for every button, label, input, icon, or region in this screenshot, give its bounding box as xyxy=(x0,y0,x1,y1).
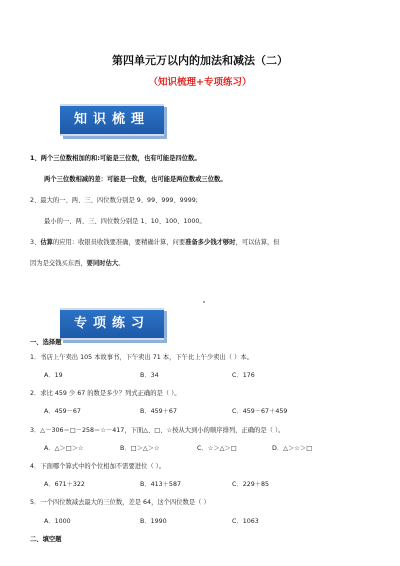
q2-option-c: C．459－67＋459 xyxy=(232,408,288,415)
knowledge-point-2a: 2、最大的一、两、三、四位数分别是 9、99、999、9999; xyxy=(30,197,198,204)
q2-option-b: B．459＋67 xyxy=(140,408,177,415)
divider-dot xyxy=(203,301,205,303)
section-multiple-choice: 一、选择题 xyxy=(30,339,62,346)
q4-option-b: B．413＋587 xyxy=(140,481,181,488)
q5-option-a: A．1000 xyxy=(44,518,71,525)
q1-option-b: B．34 xyxy=(140,372,159,379)
question-1: 1．书店上午卖出 105 本故事书，下午卖出 71 本，下午比上午少卖出（ ）本。 xyxy=(30,354,253,361)
k3a-middle: 的应用：收银员收钱要准确，要精确计算，问要 xyxy=(52,239,186,246)
k3b-suffix: 。 xyxy=(118,260,125,267)
q3-option-d: D．△＞☆＞□ xyxy=(272,445,313,452)
q3-option-c: C．☆＞△＞□ xyxy=(197,445,237,452)
section-fill-in: 二、填空题 xyxy=(30,536,62,543)
question-2: 2．求比 459 少 67 的数是多少？列式正确的是（ ）。 xyxy=(30,390,181,397)
k3a-bold-estimate: 估算 xyxy=(40,239,53,246)
q1-option-a: A．19 xyxy=(44,372,63,379)
q4-option-c: C．229＋85 xyxy=(232,481,270,488)
q1-option-c: C．176 xyxy=(232,372,255,379)
practice-banner: 专项练习 xyxy=(60,308,164,340)
question-3: 3．△－306＝□－258＝☆－417，下面△、□、☆按从大到小的顺序排列，正确的是（ ）。 xyxy=(30,427,285,434)
q3-option-b: B．□＞△＞☆ xyxy=(120,445,160,452)
knowledge-point-3a xyxy=(30,239,280,247)
knowledge-point-1a: 1、两个三位数相加的和:可能是三位数，也有可能是四位数。 xyxy=(30,155,201,162)
q5-option-b: B．1990 xyxy=(140,518,167,525)
q3-option-a: A．△＞□＞☆ xyxy=(44,445,84,452)
q4-option-a: A．671＋322 xyxy=(44,481,85,488)
q5-option-c: C．1063 xyxy=(232,518,259,525)
k3a-suffix: ，可以估算，但 xyxy=(235,239,280,246)
knowledge-point-2b: 最小的一、两、三、四位数分别是 1、10、100、1000。 xyxy=(44,218,206,225)
k3a-prefix: 3、 xyxy=(30,239,41,246)
knowledge-point-1b: 两个三位数相减的差：可能是一位数，也可能是两位数或三位数。 xyxy=(44,176,227,183)
q2-option-a: A．459－67 xyxy=(44,408,81,415)
question-4: 4．下面哪个算式中的个位相加不需要进位（ ）。 xyxy=(30,463,166,470)
question-5: 5．一个四位数减去最大的三位数，差是 64，这个四位数是（ ） xyxy=(30,499,210,506)
page-title: 第四单元万以内的加法和减法（二） xyxy=(112,54,288,67)
k3a-bold-condition: 准备多少钱才够时 xyxy=(185,239,236,246)
page-subtitle: （知识梳理+专项练习） xyxy=(148,77,252,88)
k3b-prefix: 因为是交钱买东西， xyxy=(30,260,87,267)
knowledge-point-3b xyxy=(30,260,124,268)
knowledge-banner: 知识梳理 xyxy=(60,104,164,136)
k3b-bold: 要同时估大 xyxy=(86,260,119,267)
